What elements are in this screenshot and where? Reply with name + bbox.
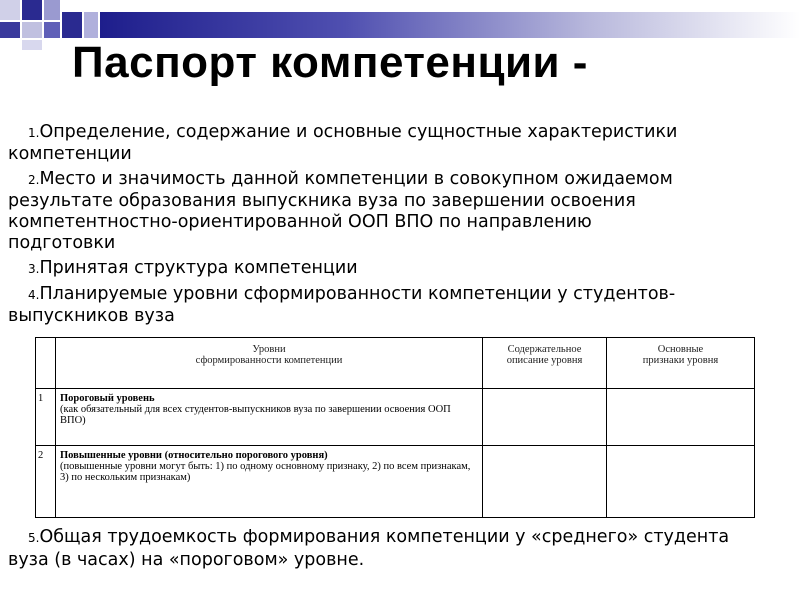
table-header-cell: [36, 338, 56, 389]
item-number: 3.: [28, 262, 40, 276]
table-cell: [607, 389, 755, 446]
level-note: (повышенные уровни могут быть: 1) по одному основному признаку, 2) по всем признакам, 3) по нескольким признакам): [60, 461, 471, 483]
header-text: Уровни: [252, 344, 286, 355]
item-number: 1.: [28, 126, 40, 140]
table-row: [36, 389, 755, 446]
decor-square: [22, 40, 42, 50]
header-text: Содержательное: [507, 344, 582, 355]
item-text: Место и значимость данной компетенции в совокупном ожидаемом результате образования выпускника вуза по завершении освоения компетентностно-ориентированной ООП ВПО по направлению подготовки: [8, 169, 673, 253]
table-cell: [56, 389, 483, 446]
level-title: Повышенные уровни (относительно порогового уровня): [60, 450, 328, 461]
item-number: 4.: [28, 288, 40, 302]
competence-levels-table: [35, 337, 755, 518]
item-list: [8, 122, 698, 331]
row-number: 2: [36, 446, 56, 518]
item-text: Планируемые уровни сформированности компетенции у студентов-выпускников вуза: [8, 284, 676, 326]
table-header-cell: [483, 338, 607, 389]
decor-square: [22, 22, 42, 38]
decor-square: [62, 12, 82, 38]
table-row: [36, 446, 755, 518]
table-header-cell: [607, 338, 755, 389]
level-title: Пороговый уровень: [60, 393, 155, 404]
list-item: [8, 258, 698, 280]
table-header-cell: [56, 338, 483, 389]
row-number: 1: [36, 389, 56, 446]
level-note: (как обязательный для всех студентов-выпускников вуза по завершении освоения ООП ВПО): [60, 404, 451, 426]
item-number: 5.: [28, 531, 40, 545]
table-cell: [483, 446, 607, 518]
header-gradient-bar: [100, 12, 800, 38]
table-cell: [56, 446, 483, 518]
list-item: [8, 122, 698, 165]
header-text: признаки уровня: [642, 355, 719, 366]
item-number: 2.: [28, 173, 40, 187]
header-text: описание уровня: [506, 355, 583, 366]
slide-title: Паспорт компетенции -: [72, 38, 588, 87]
list-item: [8, 169, 698, 254]
table-cell: [607, 446, 755, 518]
decor-square: [44, 0, 60, 20]
decor-square: [22, 0, 42, 20]
list-item: [8, 284, 698, 327]
item-text: Общая трудоемкость формирования компетенции у «среднего» студента вуза (в часах) на «пороговом» уровне.: [8, 527, 730, 570]
table-cell: [483, 389, 607, 446]
decor-square: [0, 22, 20, 38]
table-header-row: [36, 338, 755, 389]
item-text: Определение, содержание и основные сущностные характеристики компетенции: [8, 122, 678, 164]
item-text: Принятая структура компетенции: [39, 258, 358, 278]
decor-square: [44, 22, 60, 38]
decor-square: [0, 0, 20, 20]
list-item: [8, 526, 768, 571]
header-text: сформированности компетенции: [195, 355, 343, 366]
decor-square: [84, 12, 98, 38]
header-text: Основные: [657, 344, 704, 355]
